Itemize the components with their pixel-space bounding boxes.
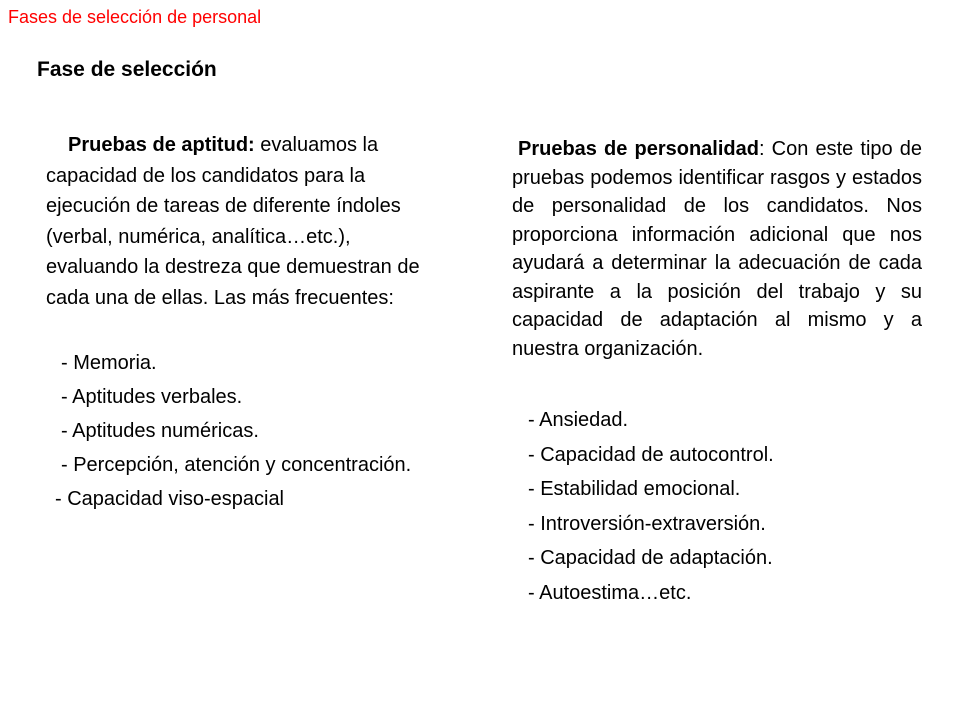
list-item: - Estabilidad emocional. bbox=[528, 478, 741, 500]
slide-header: Fases de selección de personal bbox=[8, 7, 262, 27]
list-item: - Capacidad viso-espacial bbox=[55, 488, 285, 510]
list-item: - Capacidad de adaptación. bbox=[528, 547, 773, 569]
personality-tests-list bbox=[512, 403, 922, 610]
list-item: - Introversión-extraversión. bbox=[528, 512, 766, 535]
list-item: - Percepción, atención y concentración. bbox=[61, 454, 412, 476]
aptitude-tests-term: Pruebas de aptitud: bbox=[68, 134, 255, 156]
personality-tests-description: : Con este tipo de pruebas podemos identificar rasgos y estados de personalidad de los candidatos. Nos proporciona información adicional que nos ayudará a determinar la adecuación de cada aspirante a la posición del trabajo y su capacidad de adaptación al mismo y a nuestra organización. bbox=[512, 138, 922, 360]
personality-tests-term: Pruebas de personalidad bbox=[518, 138, 759, 160]
aptitude-tests-column bbox=[46, 130, 426, 516]
list-item: - Capacidad de autocontrol. bbox=[528, 443, 774, 466]
personality-tests-paragraph bbox=[512, 135, 922, 363]
section-title: Fase de selección bbox=[37, 58, 217, 81]
list-item: - Memoria. bbox=[61, 352, 157, 374]
personality-tests-column bbox=[512, 135, 922, 610]
aptitude-tests-paragraph bbox=[46, 130, 426, 313]
list-item: - Ansiedad. bbox=[528, 409, 629, 431]
list-item: - Aptitudes verbales. bbox=[61, 386, 243, 408]
list-item: - Autoestima…etc. bbox=[528, 581, 692, 604]
list-item: - Aptitudes numéricas. bbox=[61, 420, 259, 442]
aptitude-tests-description: evaluamos la capacidad de los candidatos para la ejecución de tareas de diferente índoles (verbal, numérica, analítica…etc.), evaluando la destreza que demuestran de cada una de ellas. Las más frecuentes: bbox=[46, 134, 420, 309]
aptitude-tests-list bbox=[46, 346, 426, 516]
